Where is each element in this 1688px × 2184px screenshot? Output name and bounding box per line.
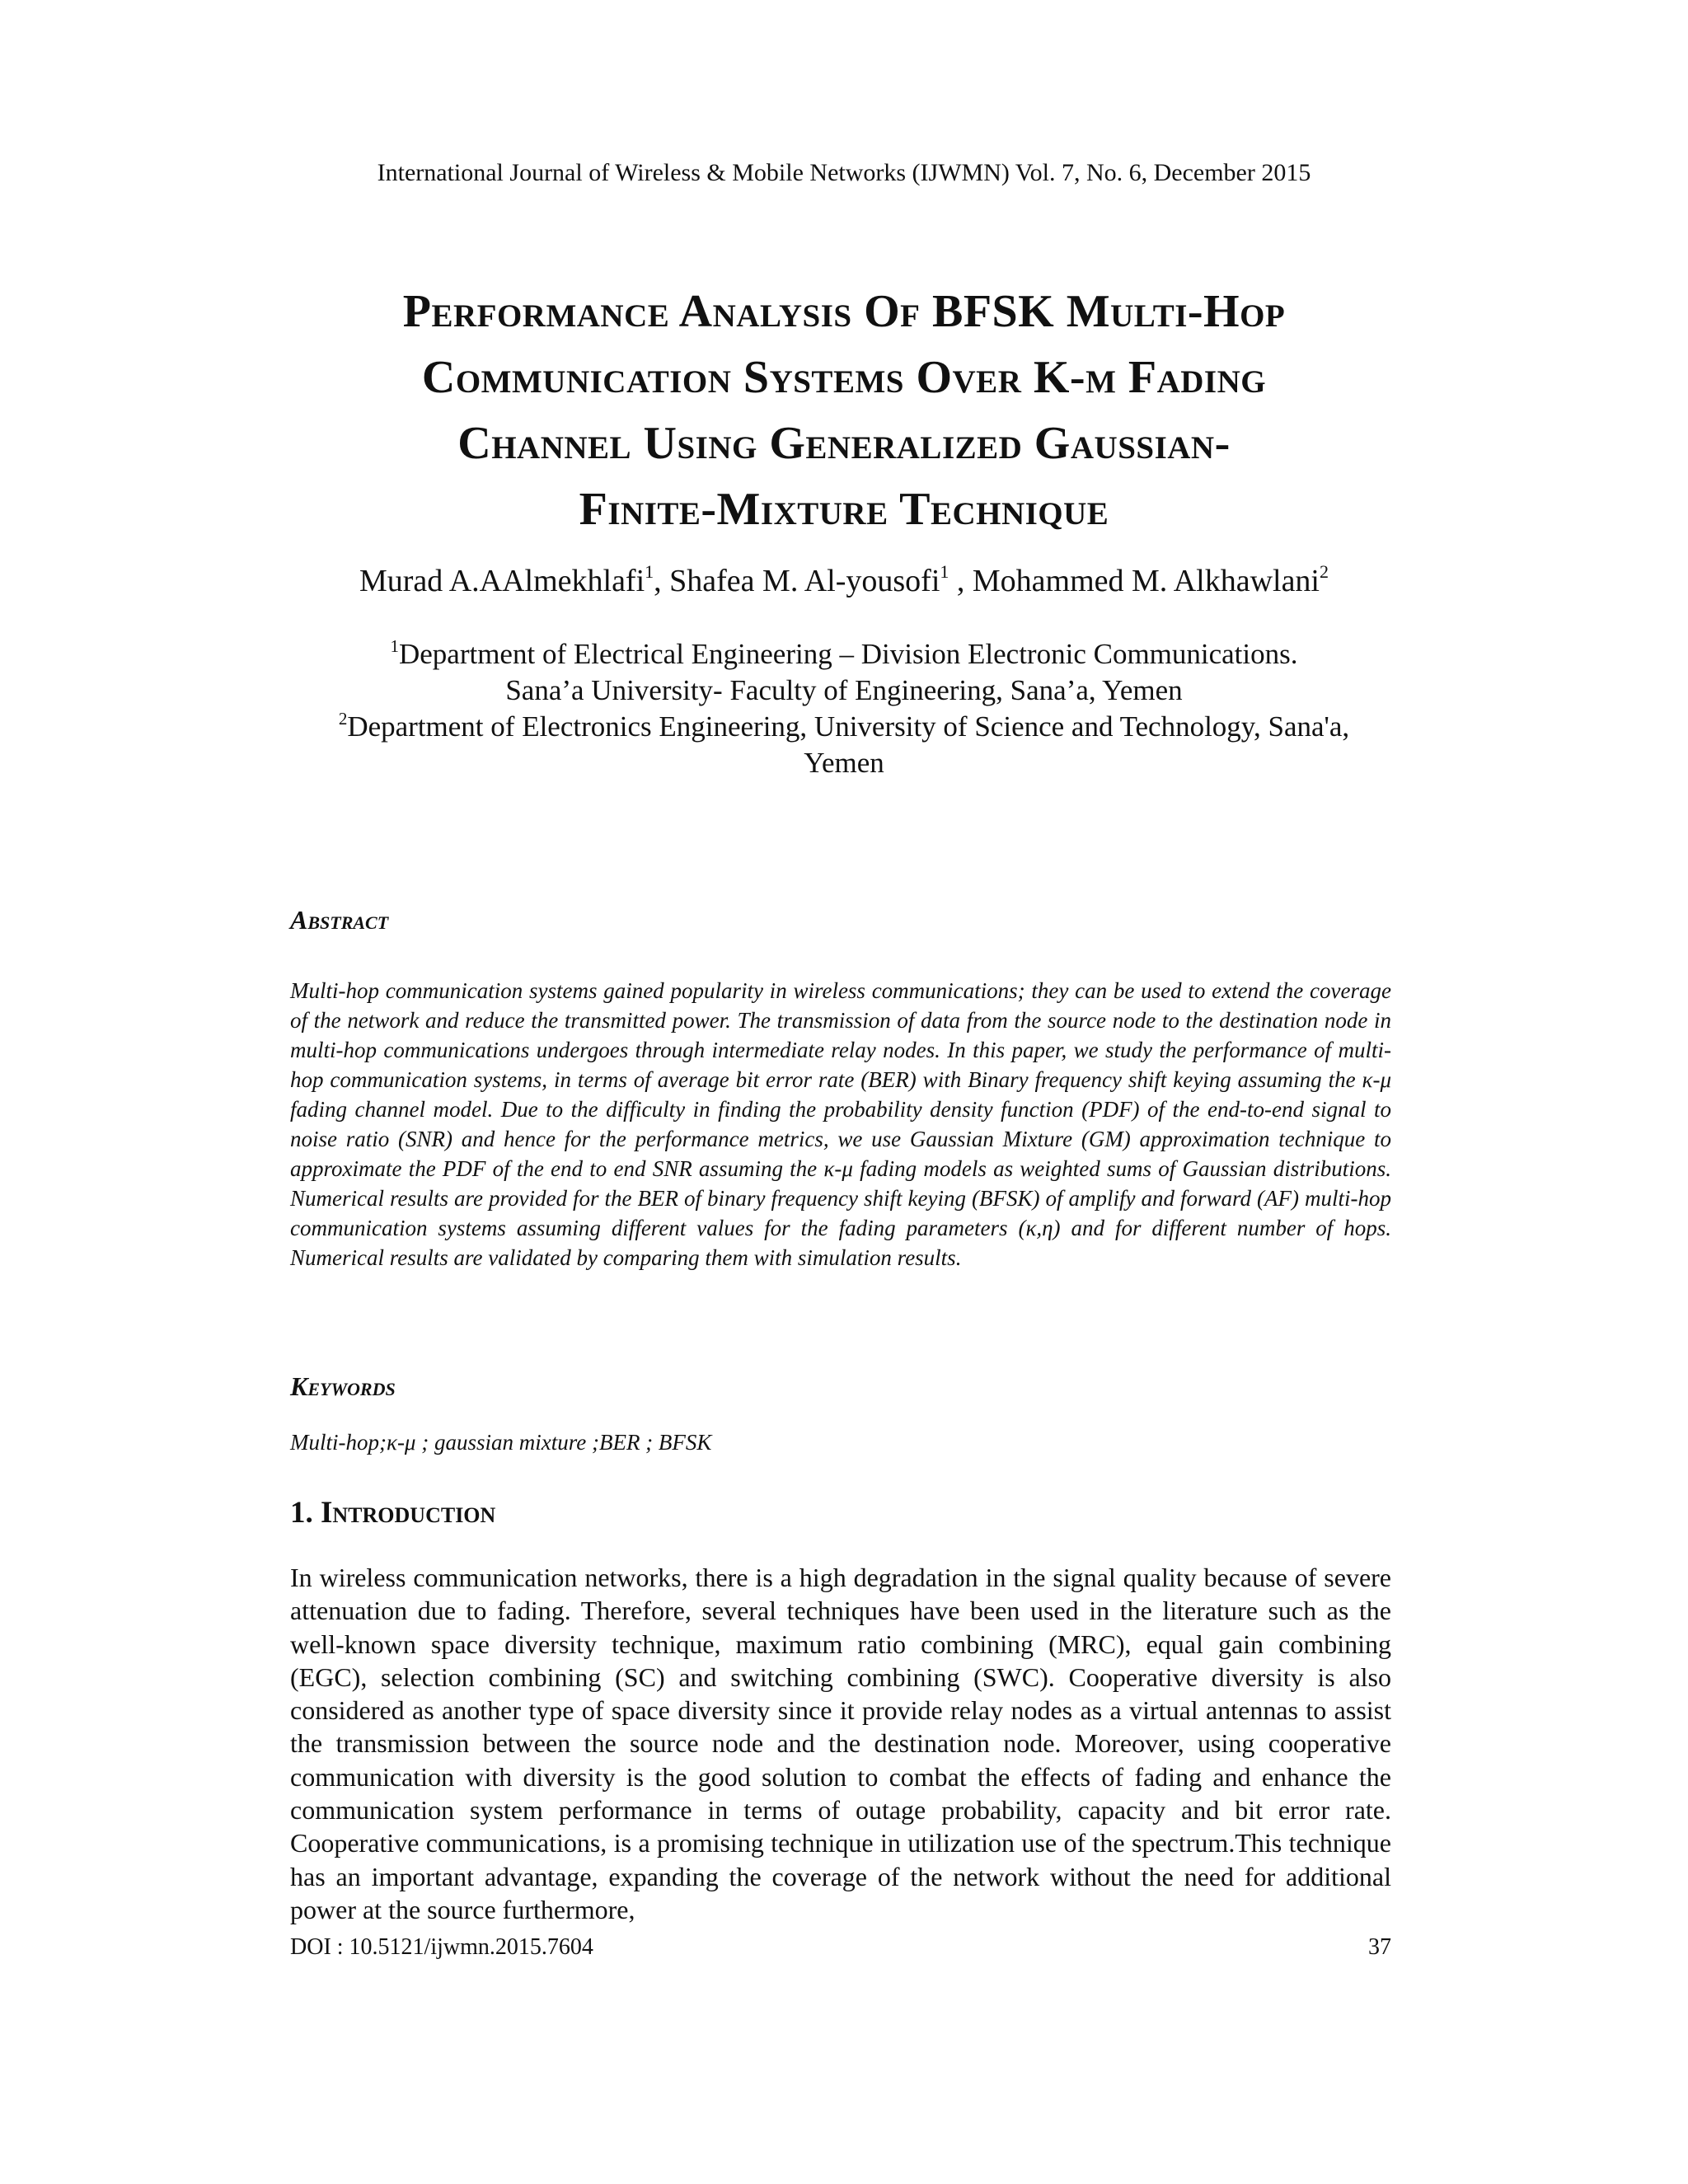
section-title: Introduction — [321, 1496, 496, 1530]
author-2-affiliation-mark: 1 — [940, 561, 950, 582]
footer-doi: DOI : 10.5121/ijwmn.2015.7604 — [290, 1934, 593, 1960]
introduction-heading — [290, 1493, 495, 1533]
affiliation-2-mark: 2 — [338, 709, 348, 729]
keywords-list: Multi-hop;κ-μ ; gaussian mixture ;BER ; BFSK — [290, 1430, 712, 1455]
keywords-heading: Keywords — [290, 1371, 396, 1401]
affiliation-2-text: Department of Electronics Engineering, University of Science and Technology, Sana'a, — [347, 710, 1350, 743]
section-number: 1. — [290, 1496, 321, 1530]
abstract-heading: Abstract — [290, 905, 389, 935]
title-line-4: Finite-Mixture Technique — [579, 484, 1109, 535]
author-1-affiliation-mark: 1 — [645, 561, 654, 582]
abstract-body: Multi-hop communication systems gained popularity in wireless communications; they can be used to extend the coverage of the network and reduce the transmitted power. The transmission of data from the source node to the destination node in multi-hop communications undergoes through intermediate relay nodes. In this paper, we study the performance of multi-hop communication systems, in terms of average bit error rate (BER) with Binary frequency shift keying assuming the κ-μ fading channel model. Due to the difficulty in finding the probability density function (PDF) of the end-to-end signal to noise ratio (SNR) and hence for the performance metrics, we use Gaussian Mixture (GM) approximation technique to approximate the PDF of the end to end SNR assuming the κ-μ fading models as weighted sums of Gaussian distributions. Numerical results are provided for the BER of binary frequency shift keying (BFSK) of amplify and forward (AF) multi-hop communication systems assuming different values for the fading parameters (κ,η) and for different number of hops. Numerical results are validated by comparing them with simulation results. — [290, 978, 1391, 1270]
title-line-3: Channel Using Generalized Gaussian- — [457, 418, 1231, 469]
author-1-name: Murad A.AAlmekhlafi — [359, 564, 645, 598]
affiliations — [247, 636, 1441, 781]
author-3-affiliation-mark: 2 — [1320, 561, 1329, 582]
affiliation-1-text: Department of Electrical Engineering – Division Electronic Communications. — [398, 638, 1298, 670]
author-list — [0, 560, 1688, 602]
title-line-2: Communication Systems Over K-µ Fading — [421, 352, 1267, 403]
paper-title — [247, 279, 1441, 542]
introduction-body: In wireless communication networks, there is a high degradation in the signal quality because of severe attenuation due to fading. Therefore, several techniques have been used in the literature such as the well-known space diversity technique, maximum ratio combining (MRC), equal gain combining (EGC), selection combining (SC) and switching combining (SWC). Cooperative diversity is also considered as another type of space diversity since it provide relay nodes as a virtual antennas to assist the transmission between the source node and the destination node. Moreover, using cooperative communication with diversity is the good solution to combat the effects of fading and enhance the communication system performance in terms of outage probability, capacity and bit error rate. Cooperative communications, is a promising technique in utilization use of the spectrum.This technique has an important advantage, expanding the coverage of the network without the need for additional power at the source furthermore, — [290, 1563, 1391, 1924]
affiliation-1-mark: 1 — [390, 636, 399, 656]
affiliation-2-line-1 — [247, 709, 1441, 745]
affiliation-1-line-2: Sana’a University- Faculty of Engineering, Sana’a, Yemen — [505, 674, 1183, 706]
affiliation-2-line-2: Yemen — [804, 747, 884, 779]
author-3-name: , Mohammed M. Alkhawlani — [949, 564, 1320, 598]
page-number: 37 — [1368, 1934, 1391, 1960]
title-line-1: Performance Analysis Of BFSK Multi-Hop — [402, 286, 1286, 337]
affiliation-1-line-1 — [247, 636, 1441, 673]
journal-header: International Journal of Wireless & Mobile Networks (IJWMN) Vol. 7, No. 6, December 2015 — [377, 159, 1311, 186]
author-2-name: , Shafea M. Al-yousofi — [654, 564, 940, 598]
